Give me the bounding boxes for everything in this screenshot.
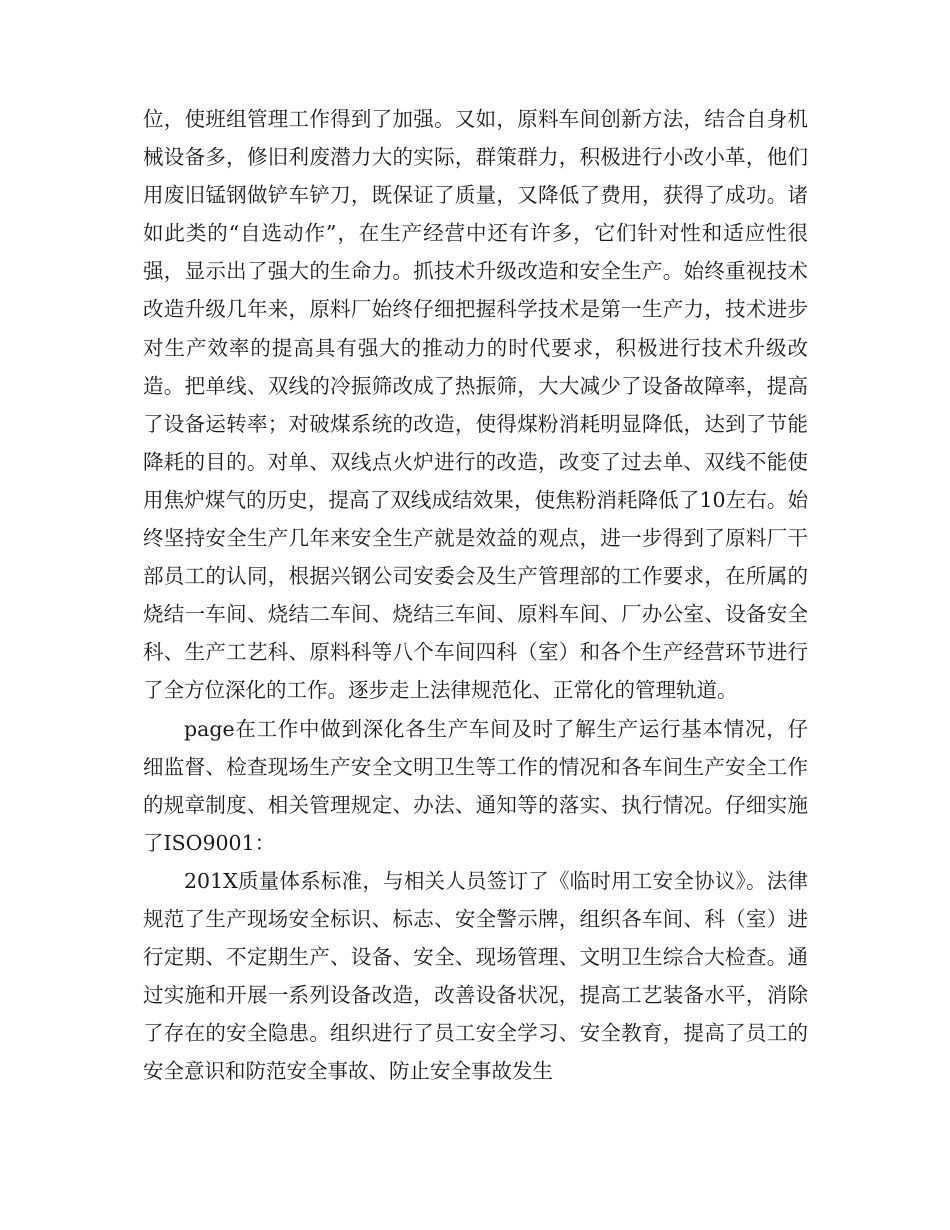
paragraph-1: 位，使班组管理工作得到了加强。又如，原料车间创新方法，结合自身机械设备多，修旧利废潜力大的实际，群策群力，积极进行小改小革，他们用废旧锰钢做铲车铲刀，既保证了质量，又降低了费用，获得了成功。诸如此类的“自选动作”，在生产经营中还有许多，它们针对性和适应性很强，显示出了强大的生命力。抓技术升级改造和安全生产。始终重视技术改造升级几年来，原料厂始终仔细把握科学技术是第一生产力，技术进步对生产效率的提高具有强大的推动力的时代要求，积极进行技术升级改造。把单线、双线的冷振筛改成了热振筛，大大减少了设备故障率，提高了设备运转率；对破煤系统的改造，使得煤粉消耗明显降低，达到了节能降耗的目的。对单、双线点火炉进行的改造，改变了过去单、双线不能使用焦炉煤气的历史，提高了双线成结效果，使焦粉消耗降低了10左右。始终坚持安全生产几年来安全生产就是效益的观点，进一步得到了原料厂干部员工的认同，根据兴钢公司安委会及生产管理部的工作要求，在所属的烧结一车间、烧结二车间、烧结三车间、原料车间、厂办公室、设备安全科、生产工艺科、原料科等八个车间四科（室）和各个生产经营环节进行了全方位深化的工作。逐步走上法律规范化、正常化的管理轨道。 [143,107,808,703]
paragraph-2: page在工作中做到深化各生产车间及时了解生产运行基本情况，仔细监督、检查现场生产安全文明卫生等工作的情况和各车间生产安全工作的规章制度、相关管理规定、办法、通知等的落实、执行情况。仔细实施了ISO9001： [143,716,808,855]
paragraph-3: 201X质量体系标准，与相关人员签订了《临时用工安全协议》。法律规范了生产现场安全标识、标志、安全警示牌，组织各车间、科（室）进行定期、不定期生产、设备、安全、现场管理、文明卫生综合大检查。通过实施和开展一系列设备改造，改善设备状况，提高工艺装备水平，消除了存在的安全隐患。组织进行了员工安全学习、安全教育，提高了员工的安全意识和防范安全事故、防止安全事故发生 [143,868,808,1084]
document-page [143,100,808,1090]
